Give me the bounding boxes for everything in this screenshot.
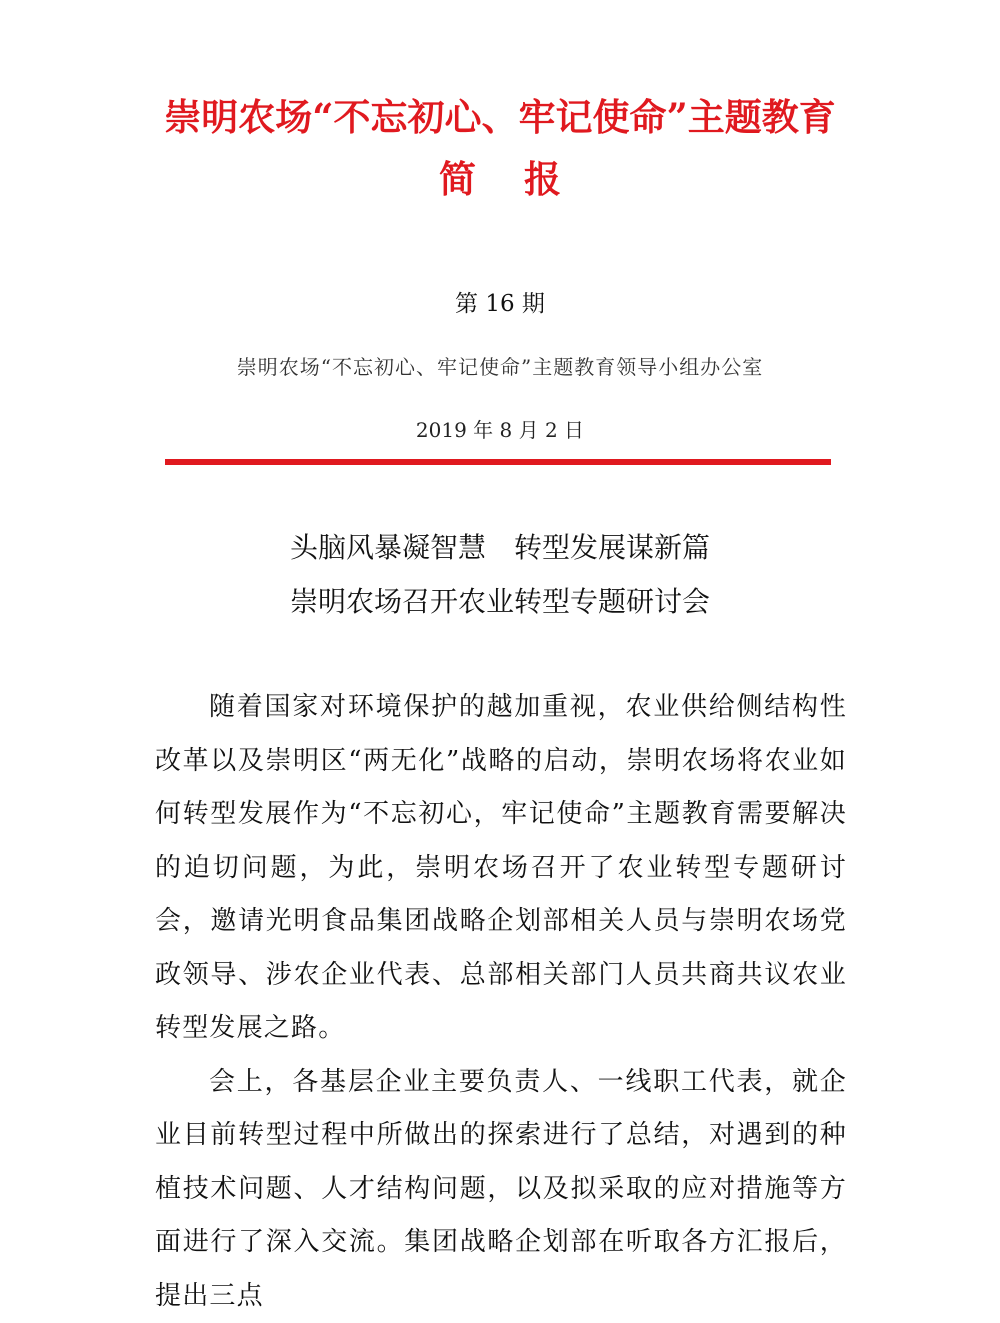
article-headline-sub: 崇明农场召开农业转型专题研讨会	[100, 582, 900, 622]
issue-date: 2019 年 8 月 2 日	[100, 413, 900, 447]
article-headline-main: 头脑风暴凝智慧 转型发展谋新篇	[100, 528, 900, 568]
bulletin-title: 崇明农场“不忘初心、牢记使命”主题教育	[100, 92, 900, 142]
article-paragraph: 会上，各基层企业主要负责人、一线职工代表，就企业目前转型过程中所做出的探索进行了总结，对遇到的种植技术问题、人才结构问题，以及拟采取的应对措施等方面进行了深入交流。集团战略企划部在听取各方汇报后，提出三点	[155, 1056, 847, 1323]
article-paragraph: 随着国家对环境保护的越加重视，农业供给侧结构性改革以及崇明区“两无化”战略的启动，崇明农场将农业如何转型发展作为“不忘初心，牢记使命”主题教育需要解决的迫切问题，为此，崇明农场召开了农业转型专题研讨会，邀请光明食品集团战略企划部相关人员与崇明农场党政领导、涉农企业代表、总部相关部门人员共商共议农业转型发展之路。	[155, 681, 847, 1056]
article-body	[155, 681, 847, 1323]
bulletin-subtitle: 简报	[100, 154, 900, 204]
issue-number: 第 16 期	[100, 286, 900, 322]
issuing-office: 崇明农场“不忘初心、牢记使命”主题教育领导小组办公室	[100, 350, 900, 384]
red-divider-rule	[165, 459, 831, 465]
